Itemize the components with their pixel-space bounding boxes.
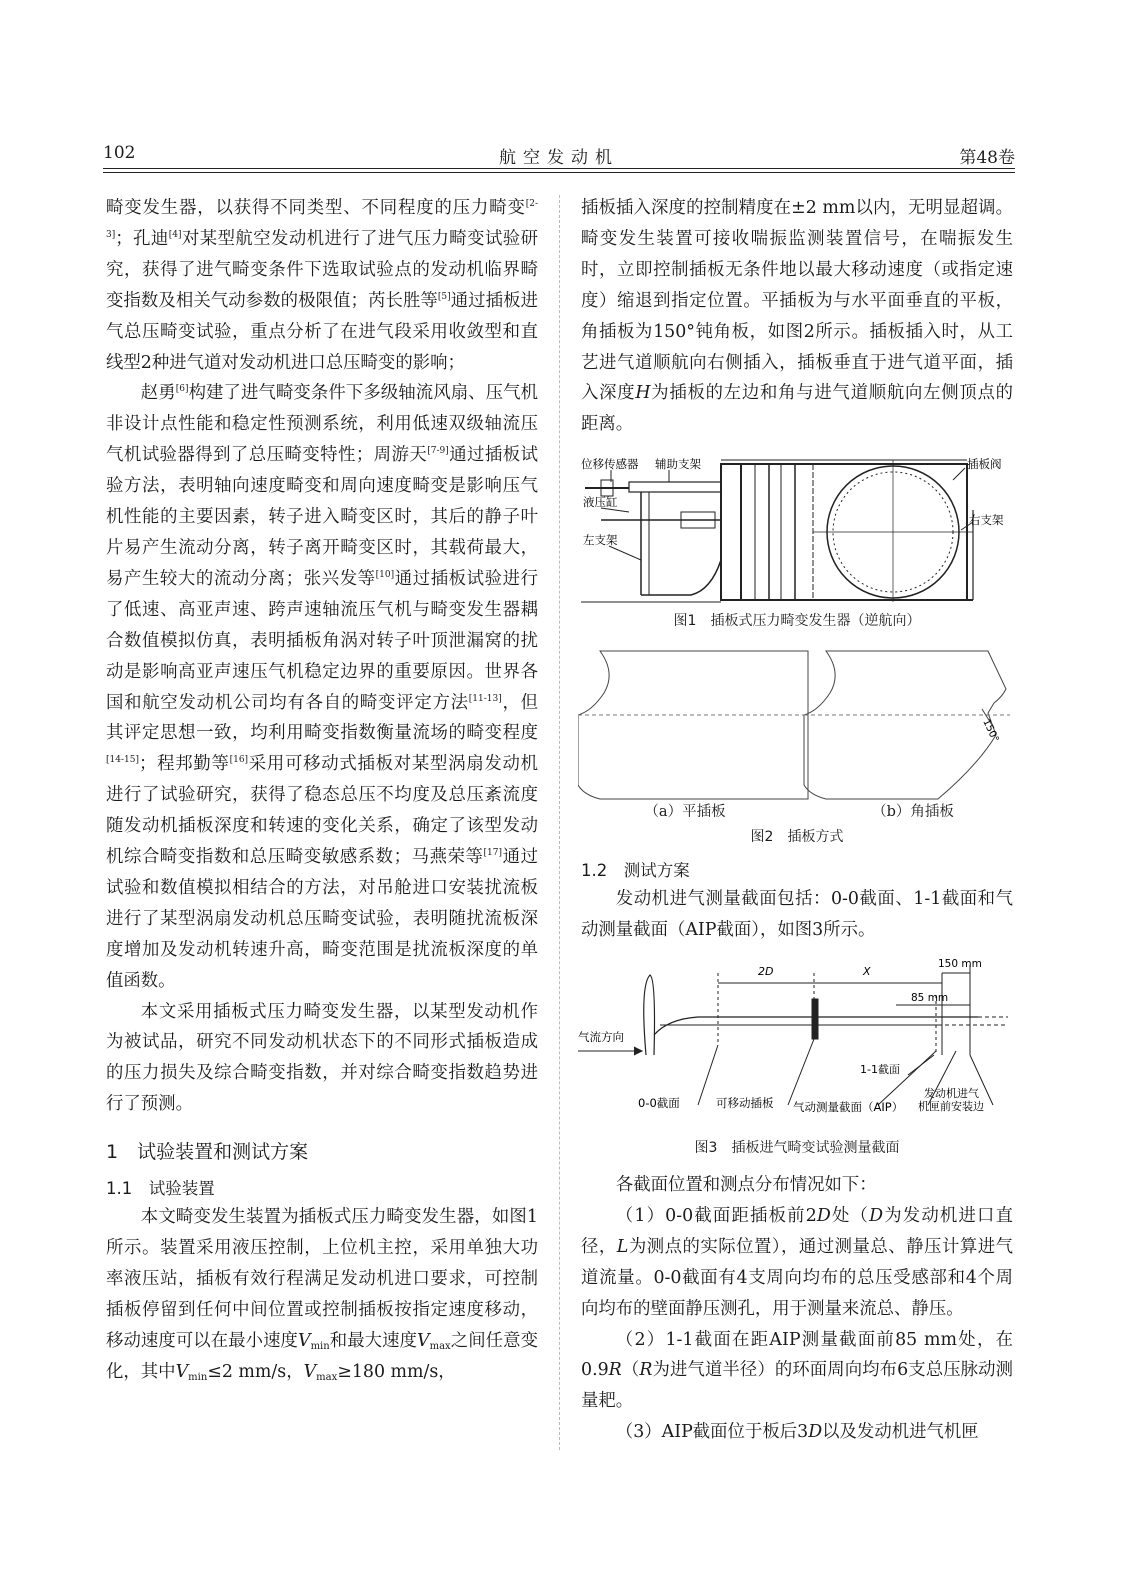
label-displacement-sensor: 位移传感器 <box>581 457 639 471</box>
flat-plate-duct <box>578 651 808 799</box>
right-column-mid <box>581 856 1013 946</box>
flow-direction-label: 气流方向 <box>578 1030 624 1044</box>
header-rule-thin <box>103 172 1015 173</box>
subsection-heading: 1.1 试验装置 <box>106 1179 215 1199</box>
right-column-top <box>581 193 1013 440</box>
fig1-drawing <box>581 450 1013 608</box>
citation: [6] <box>175 384 189 395</box>
label-left-bracket: 左支架 <box>583 533 618 547</box>
label-edge-1: 发动机进气 <box>924 1087 979 1100</box>
figure-3 <box>578 955 1018 1115</box>
citation: [7-9] <box>427 446 449 457</box>
actuator-bar <box>629 482 721 492</box>
right-column-bottom <box>581 1170 1013 1448</box>
column-divider <box>559 195 560 1450</box>
fig3-drawing <box>578 955 1018 1115</box>
citation: [14-15] <box>106 755 139 766</box>
running-header <box>103 143 1015 167</box>
citation: [10] <box>375 569 395 580</box>
dim-85: 85 mm <box>911 992 949 1004</box>
label-edge-2: 机匣前安装边 <box>918 1100 984 1113</box>
paragraph: （3）AIP截面位于板后3D以及发动机进气机匣 <box>615 1422 979 1443</box>
figure-2a-label: （a）平插板 <box>644 804 726 820</box>
left-column <box>106 193 538 1388</box>
dim-x: X <box>863 965 871 978</box>
paragraph: （2）1-1截面在距AIP测量截面前85 mm处，在0.9R（R为进气道半径）的环面周向均布6支总压脉动测量耙。 <box>581 1329 1013 1412</box>
label-movable-plate: 可移动插板 <box>716 1096 774 1110</box>
citation: [17] <box>483 848 503 859</box>
figure-2b-label: （b）角插板 <box>872 804 954 820</box>
header-rule <box>103 168 1015 169</box>
citation: [5] <box>437 291 451 302</box>
paragraph: 本文畸变发生装置为插板式压力畸变发生器，如图1所示。装置采用液压控制，上位机主控，采用单独大功率液压站，插板有效行程满足发动机进口要求，可控制插板停留到任何中间位置或控制插板按指定速度移动，移动速度可以在最小速度$V_{min}$和最大速度$V_{max}$之间任意变化，其中$V_{min}\le 2$ mm/s，$V_{max}\ge 180$ mm/s， <box>106 1207 538 1383</box>
paragraph: 赵勇[6]构建了进气畸变条件下多级轴流风扇、压气机非设计点性能和稳定性预测系统，利用低速双级轴流压气机试验器得到了总压畸变特性；周游天[7-9]通过插板试验方法，表明轴向速度畸变和周向速度畸变是影响压气机性能的主要因素，转子进入畸变区时，其后的静子叶片易产生流动分离，转子离开畸变区时，其载荷最大，易产生较大的流动分离；张兴发等[10]通过插板试验进行了低速、高亚声速、跨声速轴流压气机与畸变发生器耦合数值模拟仿真，表明插板角涡对转子叶顶泄漏窝的扰动是影响高亚声速压气机稳定边界的重要原因。世界各国和航空发动机公司均有各自的畸变评定方法[11-13]，但其评定思想一致，均利用畸变指数衡量流场的畸变程度[14-15]；程邦勤等[16]采用可移动式插板对某型涡扇发动机进行了试验研究，获得了稳态总压不均度及总压紊流度随发动机插板深度和转速的变化关系，确定了该型发动机综合畸变指数和总压畸变敏感系数；马燕荣等[17]通过试验和数值模拟相结合的方法，对吊舱进口安装扰流板进行了某型涡扇发动机总压畸变试验，表明随扰流板深度增加及发动机转速升高，畸变范围是扰流板深度的单值函数。 <box>106 383 538 991</box>
paragraph: 发动机进气测量截面包括：0-0截面、1-1截面和气动测量截面（AIP截面），如图3所示。 <box>581 889 1013 940</box>
angle-plate-duct <box>804 651 1006 799</box>
volume-label: 第48卷 <box>959 148 1015 168</box>
page-number: 102 <box>103 143 136 163</box>
label-aux-bracket: 辅助支架 <box>655 457 701 471</box>
figure-2 <box>578 645 1018 805</box>
figure-2-caption: 图2 插板方式 <box>750 829 844 845</box>
paragraph: 各截面位置和测点分布情况如下： <box>615 1175 877 1195</box>
movable-plate <box>812 999 818 1039</box>
angle-label: 150° <box>980 717 1001 745</box>
dim-150: 150 mm <box>938 958 982 970</box>
figure-3-caption: 图3 插板进气畸变试验测量截面 <box>694 1140 900 1156</box>
paragraph: 畸变发生器，以获得不同类型、不同程度的压力畸变[2-3]；孔迪[4]对某型航空发动机进行了进气压力畸变试验研究，获得了进气畸变条件下选取试验点的发动机临界畸变指数及相关气动参数的极限值；芮长胜等[5]通过插板进气总压畸变试验，重点分析了在进气段采用收敛型和直线型2种进气道对发动机进口总压畸变的影响； <box>106 198 538 373</box>
label-plate-valve: 插板阀 <box>967 457 1002 471</box>
citation: [2-3] <box>106 199 538 240</box>
citation: [4] <box>168 229 182 240</box>
label-aip: 气动测量截面（AIP） <box>793 1100 904 1114</box>
dim-2d: 2D <box>758 965 774 978</box>
figure-1-caption: 图1 插板式压力畸变发生器（逆航向） <box>673 613 921 629</box>
paragraph: 插板插入深度的控制精度在±2 mm以内，无明显超调。畸变发生装置可接收喘振监测装置信号，在喘振发生时，立即控制插板无条件地以最大移动速度（或指定速度）缩退到指定位置。平插板为与水平面垂直的平板，角插板为150°钝角板，如图2所示。插板插入时，从工艺进气道顺航向右侧插入，插板垂直于进气道平面，插入深度H为插板的左边和角与进气道顺航向左侧顶点的距离。 <box>581 198 1013 435</box>
label-section-0-0: 0-0截面 <box>638 1096 680 1110</box>
label-right-bracket: 右支架 <box>969 513 1004 527</box>
journal-title: 航空发动机 <box>499 148 619 168</box>
figure-1 <box>581 450 1013 608</box>
citation: [16] <box>229 755 249 766</box>
paragraph: （1）0-0截面距插板前2D处（D为发动机进口直径，L为测点的实际位置），通过测量总、静压计算进气道流量。0-0截面有4支周向均布的总压受感部和4个周向均布的壁面静压测孔，用于测量来流总、静压。 <box>581 1205 1013 1319</box>
label-section-1-1: 1-1截面 <box>860 1063 900 1076</box>
paragraph: 本文采用插板式压力畸变发生器，以某型发动机作为被试品，研究不同发动机状态下的不同形式插板造成的压力损失及综合畸变指数，并对综合畸变指数趋势进行了预测。 <box>106 1001 538 1115</box>
subsection-heading: 1.2 测试方案 <box>581 861 690 880</box>
label-hydraulic-cylinder: 液压缸 <box>583 495 618 509</box>
fig2-drawing <box>578 645 1018 805</box>
section-heading: 1 试验装置和测试方案 <box>106 1141 309 1164</box>
citation: [11-13] <box>468 693 502 704</box>
